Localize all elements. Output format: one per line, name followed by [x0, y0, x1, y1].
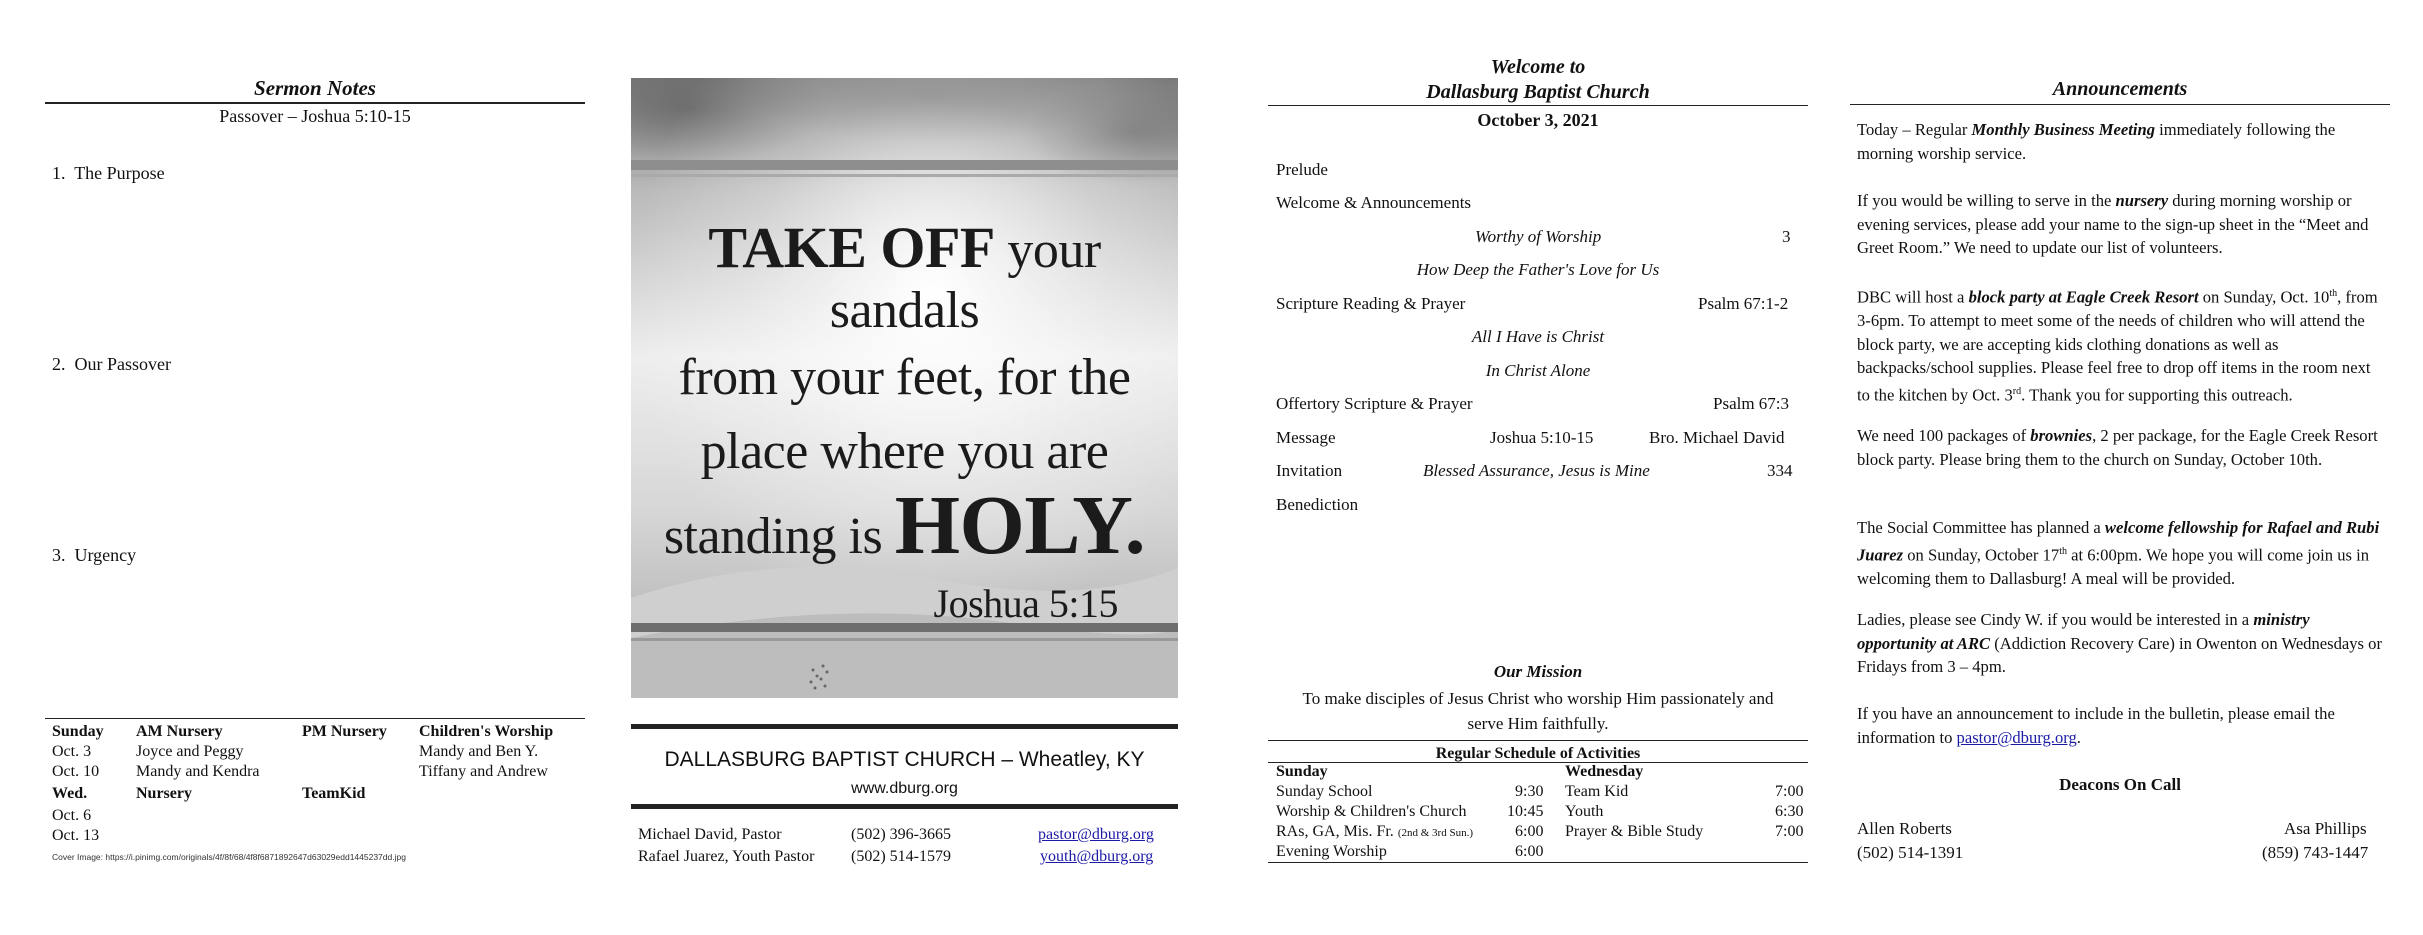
- message-speaker: Bro. Michael David: [1649, 428, 1785, 447]
- announcement-highlight: ministry opportunity at ARC: [1857, 610, 2310, 653]
- deacon-name: Asa Phillips: [2284, 819, 2367, 838]
- announcement-text: immediately following the morning worship service.: [1857, 120, 2336, 163]
- staff-phone: (502) 514-1579: [851, 848, 951, 865]
- date: Oct. 6: [52, 807, 92, 824]
- mission-text: To make disciples of Jesus Christ who worship Him passionately and serve Him faithfully.: [1302, 689, 1774, 733]
- song-title: How Deep the Father's Love for Us: [1416, 260, 1660, 279]
- announcement-highlight: nursery: [2115, 191, 2169, 210]
- benediction: Benediction: [1276, 495, 1359, 514]
- offertory-reference: Psalm 67:3: [1713, 394, 1790, 413]
- verse-text: your sandals: [829, 222, 1101, 339]
- divider: [1268, 862, 1808, 863]
- point-label: Urgency: [74, 545, 137, 565]
- point-label: The Purpose: [74, 163, 165, 183]
- divider: [1268, 105, 1808, 106]
- announcement-text: , 2 per package, for the Eagle Creek Resort block party. Please bring them to the church on Sunday, October 10th.: [1857, 426, 2378, 469]
- announcement-text: during morning worship or evening services, please add your name to the sign-up sheet in the “Meet and Greet Room.” We need to update our list of volunteers.: [1857, 191, 2369, 257]
- deacons-title: Deacons On Call: [2059, 775, 2181, 794]
- song-title: In Christ Alone: [1485, 361, 1591, 380]
- announcement-highlight: Monthly Business Meeting: [1971, 120, 2156, 139]
- announcement-text: .: [2076, 727, 2081, 747]
- sermon-point-1: [52, 163, 165, 184]
- activity-time: 6:30: [1775, 803, 1804, 820]
- point-number: 1.: [52, 163, 66, 183]
- divider: [45, 102, 585, 104]
- date: Oct. 10: [52, 763, 100, 780]
- announcement-text: The Social Committee has planned a: [1857, 518, 2105, 537]
- am-nursery-volunteers: Mandy and Kendra: [136, 763, 260, 780]
- schedule-sunday-label: Sunday: [1276, 763, 1328, 780]
- service-date: October 3, 2021: [1477, 110, 1599, 130]
- verse-text: standing is: [663, 508, 883, 565]
- verse-line-2: from your feet, for the: [678, 349, 1131, 406]
- superscript: th: [2059, 545, 2067, 557]
- sunday-label: Sunday: [52, 723, 104, 740]
- schedule-wednesday-label: Wednesday: [1565, 763, 1644, 780]
- activity-time: 9:30: [1515, 783, 1544, 800]
- message-reference: Joshua 5:10-15: [1490, 428, 1594, 447]
- announcement-text: Today – Regular: [1857, 120, 1972, 139]
- announcement-text: Ladies, please see Cindy W. if you would be interested in a: [1857, 610, 2254, 629]
- activity-time: 7:00: [1775, 783, 1804, 800]
- divider: [631, 724, 1178, 729]
- activity-label: RAs, GA, Mis. Fr.: [1276, 823, 1394, 840]
- activity-name: [1276, 823, 1473, 841]
- verse-line-3: place where you are: [700, 423, 1109, 480]
- verse-line-4: [631, 479, 1178, 574]
- announcements-title: Announcements: [2052, 78, 2188, 100]
- nursery-header: Nursery: [136, 785, 192, 802]
- email-link[interactable]: pastor@dburg.org: [1956, 727, 2077, 747]
- message: Message: [1276, 428, 1336, 447]
- superscript: rd: [2012, 385, 2022, 397]
- sermon-notes-subtitle: Passover – Joshua 5:10-15: [219, 106, 411, 126]
- staff-name: Rafael Juarez, Youth Pastor: [638, 848, 815, 865]
- welcome-line-1: Welcome to: [1490, 56, 1586, 78]
- announcement-text: on Sunday, October 17: [1903, 545, 2060, 565]
- activity-name: Youth: [1565, 803, 1604, 820]
- cw-volunteers: Mandy and Ben Y.: [419, 743, 539, 760]
- am-nursery-header: AM Nursery: [136, 723, 223, 740]
- verse-emphasis: HOLY.: [894, 479, 1146, 572]
- mission-title: Our Mission: [1493, 662, 1583, 681]
- point-number: 2.: [52, 354, 66, 374]
- welcome-announcements: Welcome & Announcements: [1276, 193, 1472, 212]
- activity-time: 6:00: [1515, 843, 1544, 860]
- announcement-nursery: [1857, 189, 2385, 260]
- announcement-text: on Sunday, Oct. 10: [2198, 287, 2330, 307]
- deacon-phone: (859) 743-1447: [2262, 843, 2369, 862]
- announcement-text: If you would be willing to serve in the: [1857, 191, 2116, 210]
- staff-phone: (502) 396-3665: [851, 826, 951, 843]
- date: Oct. 13: [52, 827, 100, 844]
- invitation: Invitation: [1276, 461, 1343, 480]
- announcement-arc-ministry: [1857, 608, 2385, 679]
- announcement-text: If you have an announcement to include in the bulletin, please email the information to: [1857, 704, 2335, 747]
- activity-time: 6:00: [1515, 823, 1544, 840]
- activity-name: Prayer & Bible Study: [1565, 823, 1704, 840]
- hymn-number: 334: [1767, 461, 1793, 480]
- date: Oct. 3: [52, 743, 92, 760]
- announcement-submit-info: [1857, 702, 2385, 749]
- announcement-block-party: [1857, 282, 2385, 407]
- prelude: Prelude: [1276, 160, 1328, 179]
- activity-name: Team Kid: [1565, 783, 1629, 800]
- activity-time: 7:00: [1775, 823, 1804, 840]
- activity-time: 10:45: [1507, 803, 1544, 820]
- schedule-title: Regular Schedule of Activities: [1435, 745, 1641, 762]
- announcement-text: We need 100 packages of: [1857, 426, 2031, 445]
- divider: [1268, 762, 1808, 763]
- hymn-number: 3: [1782, 227, 1791, 246]
- announcement-text: . Thank you for supporting this outreach.: [2021, 385, 2293, 405]
- staff-name: Michael David, Pastor: [638, 826, 782, 843]
- deacon-phone: (502) 514-1391: [1857, 843, 1964, 862]
- am-nursery-volunteers: Joyce and Peggy: [136, 743, 244, 760]
- cw-volunteers: Tiffany and Andrew: [419, 763, 548, 780]
- point-label: Our Passover: [74, 354, 171, 374]
- divider: [1268, 740, 1808, 741]
- staff-email-link[interactable]: youth@dburg.org: [1040, 848, 1154, 865]
- divider: [631, 804, 1178, 809]
- scripture-reference: Psalm 67:1-2: [1698, 294, 1789, 313]
- church-name: DALLASBURG BAPTIST CHURCH – Wheatley, KY: [664, 748, 1145, 771]
- sermon-point-3: [52, 545, 136, 566]
- verse-emphasis: TAKE OFF: [708, 215, 995, 280]
- cover-image: [631, 78, 1178, 698]
- divider: [45, 718, 585, 719]
- superscript: th: [2329, 288, 2338, 299]
- church-title: Dallasburg Baptist Church: [1426, 81, 1650, 103]
- sermon-notes-title: Sermon Notes: [254, 76, 376, 100]
- song-title: All I Have is Christ: [1471, 327, 1605, 346]
- announcement-highlight: block party at Eagle Creek Resort: [1968, 287, 2199, 307]
- activity-name: Worship & Children's Church: [1276, 803, 1467, 820]
- sermon-point-2: [52, 354, 171, 375]
- divider: [1850, 104, 2390, 105]
- announcement-brownies: [1857, 424, 2385, 471]
- nursery-schedule: [52, 722, 592, 852]
- song-title: Worthy of Worship: [1475, 227, 1602, 246]
- activity-name: Sunday School: [1276, 783, 1373, 800]
- teamkid-header: TeamKid: [302, 785, 366, 802]
- announcement-text: , from 3-6pm. To attempt to meet some of the needs of children who will attend the block party, we are accepting kids clothing donations as well as backpacks/school supplies. Please feel free to drop off items in the room next to the kitchen by Oct. 3: [1857, 287, 2378, 405]
- announcement-text: (Addiction Recovery Care) in Owenton on Wednesdays or Fridays from 3 – 4pm.: [1857, 633, 2382, 676]
- announcement-text: at 6:00pm. We hope you will come join us in welcoming them to Dallasburg! A meal will be provided.: [1857, 545, 2370, 588]
- cover-image-credit: Cover Image: https://i.pinimg.com/originals/4f/8f/68/4f8f6871892647d63029edd1445237dd.jpg: [52, 852, 406, 862]
- childrens-worship-header: Children's Worship: [419, 723, 554, 740]
- offertory: Offertory Scripture & Prayer: [1276, 394, 1473, 413]
- activity-name: Evening Worship: [1276, 843, 1387, 860]
- song-title: Blessed Assurance, Jesus is Mine: [1423, 461, 1650, 480]
- church-website: www.dburg.org: [851, 780, 958, 797]
- pm-nursery-header: PM Nursery: [302, 723, 387, 740]
- wed-label: Wed.: [52, 785, 88, 802]
- verse-line-1: [631, 215, 1178, 341]
- announcement-welcome-fellowship: [1857, 516, 2385, 590]
- announcement-business-meeting: [1857, 118, 2385, 165]
- announcement-highlight: brownies: [2030, 426, 2093, 445]
- point-number: 3.: [52, 545, 66, 565]
- announcement-text: DBC will host a: [1857, 287, 1969, 307]
- staff-email-link[interactable]: pastor@dburg.org: [1038, 826, 1154, 843]
- deacon-name: Allen Roberts: [1857, 819, 1952, 838]
- verse-reference: Joshua 5:15: [933, 581, 1118, 626]
- announcement-highlight: welcome fellowship for Rafael and Rubi Juarez: [1857, 518, 2380, 565]
- activity-note: (2nd & 3rd Sun.): [1397, 827, 1473, 839]
- cover-verse: [631, 215, 1178, 634]
- scripture-reading: Scripture Reading & Prayer: [1276, 294, 1466, 313]
